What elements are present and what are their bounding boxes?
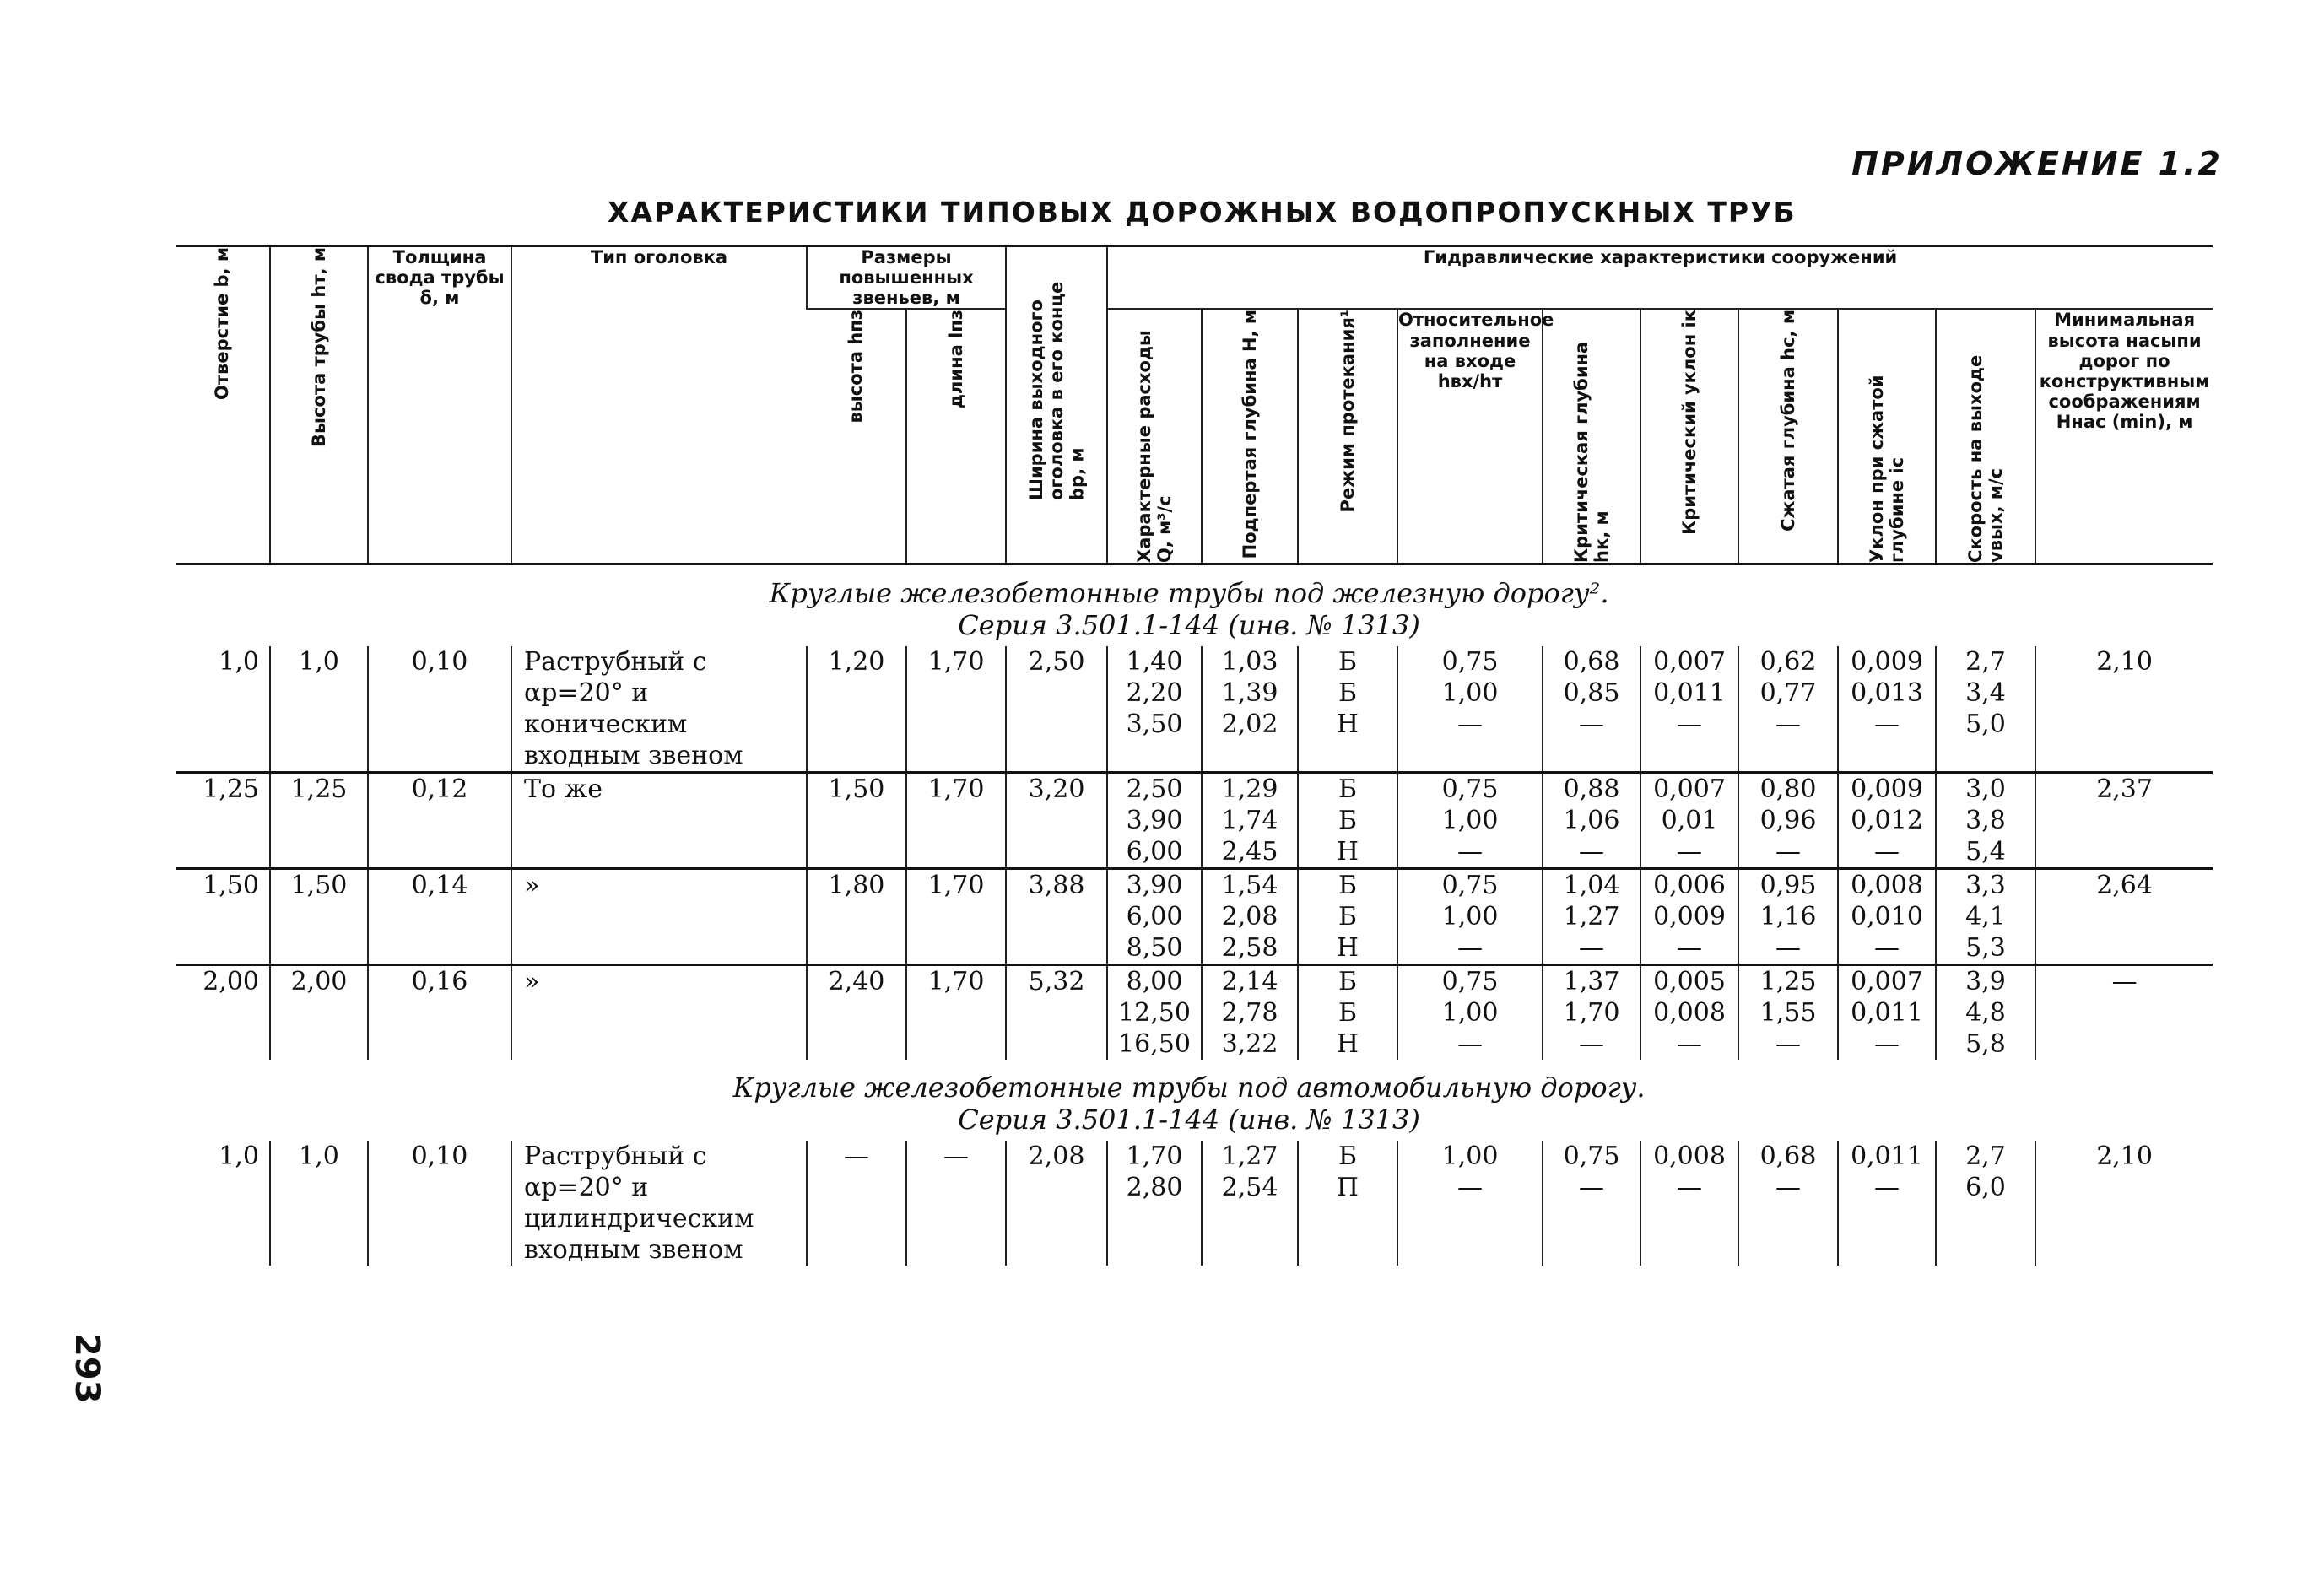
cell-value: — [1579, 837, 1605, 867]
cell-krit-uklon [1640, 646, 1738, 773]
cell-value: — [1775, 933, 1802, 964]
page-number: 293 [68, 1333, 106, 1404]
cell-value: 1,70 [927, 871, 985, 901]
table-row [176, 965, 2213, 1061]
cell-value: 0,75 [1441, 647, 1499, 677]
cell-value: 2,45 [1221, 837, 1278, 867]
cell-otnos [1397, 646, 1543, 773]
cell-value: 2,02 [1221, 710, 1278, 740]
cell-value: 1,54 [1221, 871, 1278, 901]
cell-dlina-pz [906, 646, 1006, 773]
cell-value: 1,00 [1441, 998, 1499, 1028]
cell-value: 2,7 [1965, 647, 2006, 677]
cell-value: Б [1338, 1142, 1358, 1172]
cell-value: 0,006 [1653, 871, 1726, 901]
cell-value: 1,50 [290, 871, 348, 901]
col-shirina: Ширина выходного оголовка в его конце bр, м [1025, 281, 1088, 500]
cell-value: 1,00 [1441, 1142, 1499, 1172]
cell-value: — [1775, 710, 1802, 740]
col-rezhim: Режим протекания¹ [1337, 310, 1358, 513]
cell-value: 0,16 [411, 967, 468, 997]
cell-value: 5,3 [1965, 933, 2006, 964]
table-header [176, 246, 2213, 564]
table-row [176, 646, 2213, 773]
cell-skorost [1936, 965, 2035, 1061]
cell-value: То же [524, 775, 603, 805]
cell-value: Б [1338, 775, 1358, 805]
cell-value: 1,25 [1759, 967, 1817, 997]
cell-value: — [1457, 837, 1484, 867]
cell-value: Б [1338, 998, 1358, 1028]
cell-value: — [1677, 1029, 1703, 1060]
cell-value: » [524, 871, 540, 901]
cell-value: 1,00 [1441, 806, 1499, 836]
cell-value: — [1677, 837, 1703, 867]
col-skorost: Скорость на выходе vвых, м/с [1965, 355, 2007, 564]
cell-szhataya [1738, 1141, 1838, 1266]
cell-szhataya [1738, 869, 1838, 965]
cell-skorost [1936, 646, 2035, 773]
cell-krit-uklon [1640, 1141, 1738, 1266]
cell-value: — [1874, 710, 1900, 740]
cell-value: 3,22 [1221, 1029, 1278, 1060]
cell-vysota-truby [270, 646, 368, 773]
section-series: Серия 3.501.1-144 (инв. № 1313) [958, 609, 1420, 642]
cell-krit-glub [1543, 773, 1640, 869]
cell-value: 0,007 [1653, 647, 1726, 677]
cell-value: 2,08 [1221, 902, 1278, 932]
cell-krit-glub [1543, 869, 1640, 965]
cell-value: 2,10 [2096, 647, 2153, 677]
cell-value: — [1457, 933, 1484, 964]
cell-rezhim [1298, 773, 1397, 869]
cell-vysota-pz [807, 869, 906, 965]
cell-podpertaya [1202, 646, 1298, 773]
cell-value: 1,27 [1221, 1142, 1278, 1172]
cell-value: 0,013 [1851, 678, 1923, 709]
cell-value: 5,8 [1965, 1029, 2006, 1060]
cell-value: 1,00 [1441, 678, 1499, 709]
cell-uklon-szh [1838, 773, 1936, 869]
cell-value: 6,0 [1965, 1173, 2006, 1203]
cell-vysota-pz [807, 773, 906, 869]
cell-value: П [1336, 1173, 1359, 1203]
cell-value: 1,70 [1126, 1142, 1183, 1172]
cell-value: 1,27 [1563, 902, 1620, 932]
cell-rezhim [1298, 646, 1397, 773]
cell-value: 1,00 [1441, 902, 1499, 932]
cell-tip-ogolovka [511, 773, 807, 869]
cell-value: 0,85 [1563, 678, 1620, 709]
cell-value: 2,64 [2096, 871, 2153, 901]
cell-value: Б [1338, 647, 1358, 677]
cell-krit-uklon [1640, 965, 1738, 1061]
cell-min-vysota [2035, 965, 2213, 1061]
cell-value: 2,37 [2096, 775, 2153, 805]
cell-dlina-pz [906, 869, 1006, 965]
cell-value: Раструбный с αр=20° и цилиндрическим входным звеном [524, 1142, 754, 1266]
cell-value: — [844, 1142, 869, 1172]
cell-tip-ogolovka [511, 1141, 807, 1266]
cell-value: 1,70 [927, 775, 985, 805]
appendix-label: ПРИЛОЖЕНИЕ 1.2 [1851, 145, 2223, 182]
cell-value: 0,01 [1661, 806, 1718, 836]
cell-otverstie [176, 646, 270, 773]
cell-krit-glub [1543, 646, 1640, 773]
cell-vysota-pz [807, 646, 906, 773]
cell-value: 2,7 [1965, 1142, 2006, 1172]
cell-dlina-pz [906, 965, 1006, 1061]
cell-value: — [1677, 710, 1703, 740]
cell-otnos [1397, 965, 1543, 1061]
cell-value: 3,9 [1965, 967, 2006, 997]
cell-value: 1,16 [1759, 902, 1817, 932]
cell-value: 2,00 [203, 967, 259, 997]
cell-value: 0,005 [1653, 967, 1726, 997]
characteristics-table [176, 245, 2213, 1266]
cell-szhataya [1738, 773, 1838, 869]
cell-uklon-szh [1838, 869, 1936, 965]
cell-value: 3,8 [1965, 806, 2006, 836]
cell-shirina [1006, 646, 1107, 773]
cell-krit-glub [1543, 965, 1640, 1061]
cell-value: 0,88 [1563, 775, 1620, 805]
cell-skorost [1936, 869, 2035, 965]
cell-value: — [1457, 1029, 1484, 1060]
cell-value: 0,75 [1441, 871, 1499, 901]
cell-krit-uklon [1640, 773, 1738, 869]
cell-dlina-pz [906, 773, 1006, 869]
cell-tolshchina [368, 773, 511, 869]
cell-value: 1,70 [927, 967, 985, 997]
cell-vysota-truby [270, 1141, 368, 1266]
section-series: Серия 3.501.1-144 (инв. № 1313) [958, 1104, 1420, 1136]
cell-value: 0,77 [1759, 678, 1817, 709]
cell-value: 5,32 [1028, 967, 1085, 997]
cell-otverstie [176, 965, 270, 1061]
cell-value: — [1579, 933, 1605, 964]
cell-value: 0,009 [1851, 647, 1923, 677]
table-row [176, 869, 2213, 965]
cell-value: 0,007 [1851, 967, 1923, 997]
cell-vysota-pz [807, 965, 906, 1061]
col-tolshchina: Толщина свода трубы δ, м [375, 247, 505, 309]
cell-value: 3,0 [1965, 775, 2006, 805]
section-heading-row [176, 1060, 2213, 1141]
cell-value: Б [1338, 902, 1358, 932]
cell-value: 2,00 [290, 967, 348, 997]
col-dlina-pz: длина lпз [945, 310, 966, 409]
cell-value: Б [1338, 967, 1358, 997]
cell-tolshchina [368, 646, 511, 773]
cell-value: 1,29 [1221, 775, 1278, 805]
cell-value: 3,88 [1028, 871, 1085, 901]
cell-value: 0,14 [411, 871, 468, 901]
cell-shirina [1006, 773, 1107, 869]
cell-skorost [1936, 773, 2035, 869]
cell-value: — [1457, 1173, 1484, 1203]
cell-value: 0,96 [1759, 806, 1817, 836]
cell-value: 1,70 [927, 647, 985, 677]
cell-value: » [524, 967, 540, 997]
cell-value: 3,90 [1126, 806, 1183, 836]
cell-rashody [1107, 965, 1202, 1061]
cell-value: Н [1336, 710, 1359, 740]
cell-value: 6,00 [1126, 837, 1183, 867]
cell-podpertaya [1202, 1141, 1298, 1266]
cell-value: 0,009 [1851, 775, 1923, 805]
cell-value: 2,14 [1221, 967, 1278, 997]
cell-value: 1,20 [828, 647, 885, 677]
cell-value: 12,50 [1118, 998, 1191, 1028]
cell-value: — [1579, 1029, 1605, 1060]
cell-otnos [1397, 1141, 1543, 1266]
cell-value: 2,08 [1028, 1142, 1085, 1172]
cell-value: 16,50 [1118, 1029, 1191, 1060]
cell-krit-uklon [1640, 869, 1738, 965]
cell-tip-ogolovka [511, 646, 807, 773]
cell-value: 1,40 [1126, 647, 1183, 677]
cell-value: 0,010 [1851, 902, 1923, 932]
cell-value: 0,007 [1653, 775, 1726, 805]
cell-value: 3,90 [1126, 871, 1183, 901]
cell-value: 0,008 [1653, 1142, 1726, 1172]
cell-value: 3,3 [1965, 871, 2006, 901]
col-vysota-truby: Высота трубы hт, м [308, 247, 329, 447]
cell-otverstie [176, 1141, 270, 1266]
cell-value: — [1874, 933, 1900, 964]
cell-value: 4,1 [1965, 902, 2006, 932]
cell-value: 1,06 [1563, 806, 1620, 836]
table-row [176, 1141, 2213, 1266]
cell-value: 1,50 [203, 871, 259, 901]
cell-value: 2,50 [1126, 775, 1183, 805]
cell-value: Раструбный с αр=20° и коническим входным звеном [524, 647, 743, 771]
cell-vysota-truby [270, 773, 368, 869]
cell-otverstie [176, 773, 270, 869]
cell-value: 1,25 [290, 775, 348, 805]
cell-value: 1,03 [1221, 647, 1278, 677]
cell-vysota-truby [270, 965, 368, 1061]
cell-krit-glub [1543, 1141, 1640, 1266]
cell-value: — [1775, 1029, 1802, 1060]
cell-value: 3,20 [1028, 775, 1085, 805]
cell-value: — [1874, 837, 1900, 867]
cell-value: — [1775, 1173, 1802, 1203]
cell-podpertaya [1202, 965, 1298, 1061]
section-heading-row [176, 564, 2213, 647]
cell-podpertaya [1202, 869, 1298, 965]
cell-value: 0,95 [1759, 871, 1817, 901]
cell-value: Б [1338, 806, 1358, 836]
cell-rezhim [1298, 965, 1397, 1061]
cell-value: 1,39 [1221, 678, 1278, 709]
cell-value: 2,10 [2096, 1142, 2153, 1172]
col-group-razmery: Размеры повышенных звеньев, м [839, 247, 974, 309]
cell-value: 0,10 [411, 647, 468, 677]
cell-shirina [1006, 869, 1107, 965]
cell-value: 0,12 [411, 775, 468, 805]
cell-tolshchina [368, 869, 511, 965]
cell-value: — [1677, 1173, 1703, 1203]
cell-szhataya [1738, 646, 1838, 773]
cell-value: 5,0 [1965, 710, 2006, 740]
cell-value: 8,00 [1126, 967, 1183, 997]
cell-otnos [1397, 773, 1543, 869]
col-tip-ogolovka: Тип оголовка [590, 247, 728, 267]
cell-vysota-pz [807, 1141, 906, 1266]
cell-value: Н [1336, 933, 1359, 964]
cell-tip-ogolovka [511, 869, 807, 965]
cell-value: 0,75 [1441, 967, 1499, 997]
cell-value: 0,10 [411, 1142, 468, 1172]
cell-value: 5,4 [1965, 837, 2006, 867]
cell-value: 2,54 [1221, 1173, 1278, 1203]
cell-min-vysota [2035, 869, 2213, 965]
cell-skorost [1936, 1141, 2035, 1266]
cell-value: 0,009 [1653, 902, 1726, 932]
col-min-vysota: Минимальная высота насыпи дорог по конструктивным соображениям Hнас (min), м [2039, 310, 2210, 433]
cell-podpertaya [1202, 773, 1298, 869]
col-vysota-pz: высота hпз [846, 310, 867, 424]
cell-value: 4,8 [1965, 998, 2006, 1028]
cell-value: 0,011 [1851, 1142, 1923, 1172]
cell-value: 1,25 [203, 775, 259, 805]
cell-value: 0,011 [1653, 678, 1726, 709]
cell-rashody [1107, 646, 1202, 773]
table-row [176, 773, 2213, 869]
cell-value: 0,80 [1759, 775, 1817, 805]
cell-rashody [1107, 773, 1202, 869]
cell-tolshchina [368, 1141, 511, 1266]
cell-otverstie [176, 869, 270, 965]
col-otnos: Относительное заполнение на входе hвх/hт [1398, 310, 1554, 391]
cell-value: Б [1338, 678, 1358, 709]
cell-value: 2,78 [1221, 998, 1278, 1028]
cell-value: 6,00 [1126, 902, 1183, 932]
cell-value: 0,012 [1851, 806, 1923, 836]
col-uklon-szh: Уклон при сжатой глубине iс [1866, 375, 1908, 564]
cell-value: 1,50 [828, 775, 885, 805]
cell-value: 2,20 [1126, 678, 1183, 709]
col-group-gidravlika: Гидравлические характеристики сооружений [1423, 247, 1898, 267]
cell-value: — [1874, 1173, 1900, 1203]
cell-value: 8,50 [1126, 933, 1183, 964]
cell-szhataya [1738, 965, 1838, 1061]
cell-shirina [1006, 965, 1107, 1061]
cell-value: 2,58 [1221, 933, 1278, 964]
cell-value: 0,75 [1441, 775, 1499, 805]
cell-uklon-szh [1838, 1141, 1936, 1266]
cell-value: — [2111, 967, 2138, 997]
cell-value: — [1874, 1029, 1900, 1060]
cell-value: 2,40 [828, 967, 885, 997]
cell-rashody [1107, 1141, 1202, 1266]
cell-tip-ogolovka [511, 965, 807, 1061]
col-szhataya: Сжатая глубина hс, м [1777, 310, 1798, 532]
cell-min-vysota [2035, 773, 2213, 869]
cell-value: 2,50 [1028, 647, 1085, 677]
cell-value: — [1457, 710, 1484, 740]
cell-value: 1,37 [1563, 967, 1620, 997]
cell-value: — [1677, 933, 1703, 964]
cell-value: 1,0 [219, 647, 259, 677]
cell-tolshchina [368, 965, 511, 1061]
cell-min-vysota [2035, 646, 2213, 773]
cell-min-vysota [2035, 1141, 2213, 1266]
cell-value: 1,0 [299, 1142, 339, 1172]
cell-value: 1,0 [219, 1142, 259, 1172]
cell-value: 1,0 [299, 647, 339, 677]
cell-value: 2,80 [1126, 1173, 1183, 1203]
cell-otnos [1397, 869, 1543, 965]
cell-value: 1,74 [1221, 806, 1278, 836]
cell-value: — [1775, 837, 1802, 867]
col-otverstie: Отверстие b, м [212, 247, 233, 400]
section-title: Круглые железобетонные трубы под автомобильную дорогу. [732, 1071, 1646, 1104]
col-rashody: Характерные расходы Q, м³/с [1133, 330, 1176, 564]
section-title: Круглые железобетонные трубы под железную дорогу². [769, 577, 1609, 610]
col-krit-glub: Критическая глубина hк, м [1570, 342, 1613, 564]
col-krit-uklon: Критический уклон iк [1678, 310, 1700, 536]
cell-vysota-truby [270, 869, 368, 965]
page-title: ХАРАКТЕРИСТИКИ ТИПОВЫХ ДОРОЖНЫХ ВОДОПРОПУСКНЫХ ТРУБ [608, 196, 1797, 229]
cell-rezhim [1298, 1141, 1397, 1266]
cell-dlina-pz [906, 1141, 1006, 1266]
cell-value: 0,011 [1851, 998, 1923, 1028]
cell-value: Б [1338, 871, 1358, 901]
cell-value: — [1579, 710, 1605, 740]
cell-value: — [943, 1142, 969, 1172]
cell-shirina [1006, 1141, 1107, 1266]
col-podpertaya: Подпертая глубина H, м [1239, 310, 1260, 559]
cell-value: 3,50 [1126, 710, 1183, 740]
table-body [176, 564, 2213, 1266]
cell-value: 1,55 [1759, 998, 1817, 1028]
cell-value: Н [1336, 837, 1359, 867]
cell-value: 3,4 [1965, 678, 2006, 709]
cell-uklon-szh [1838, 965, 1936, 1061]
cell-value: 0,68 [1759, 1142, 1817, 1172]
cell-value: 0,008 [1653, 998, 1726, 1028]
cell-value: 0,008 [1851, 871, 1923, 901]
cell-value: 1,04 [1563, 871, 1620, 901]
cell-value: 1,80 [828, 871, 885, 901]
cell-value: 1,70 [1563, 998, 1620, 1028]
cell-value: 0,68 [1563, 647, 1620, 677]
cell-rezhim [1298, 869, 1397, 965]
cell-value: — [1579, 1173, 1605, 1203]
cell-value: Н [1336, 1029, 1359, 1060]
cell-uklon-szh [1838, 646, 1936, 773]
cell-rashody [1107, 869, 1202, 965]
cell-value: 0,75 [1563, 1142, 1620, 1172]
cell-value: 0,62 [1759, 647, 1817, 677]
